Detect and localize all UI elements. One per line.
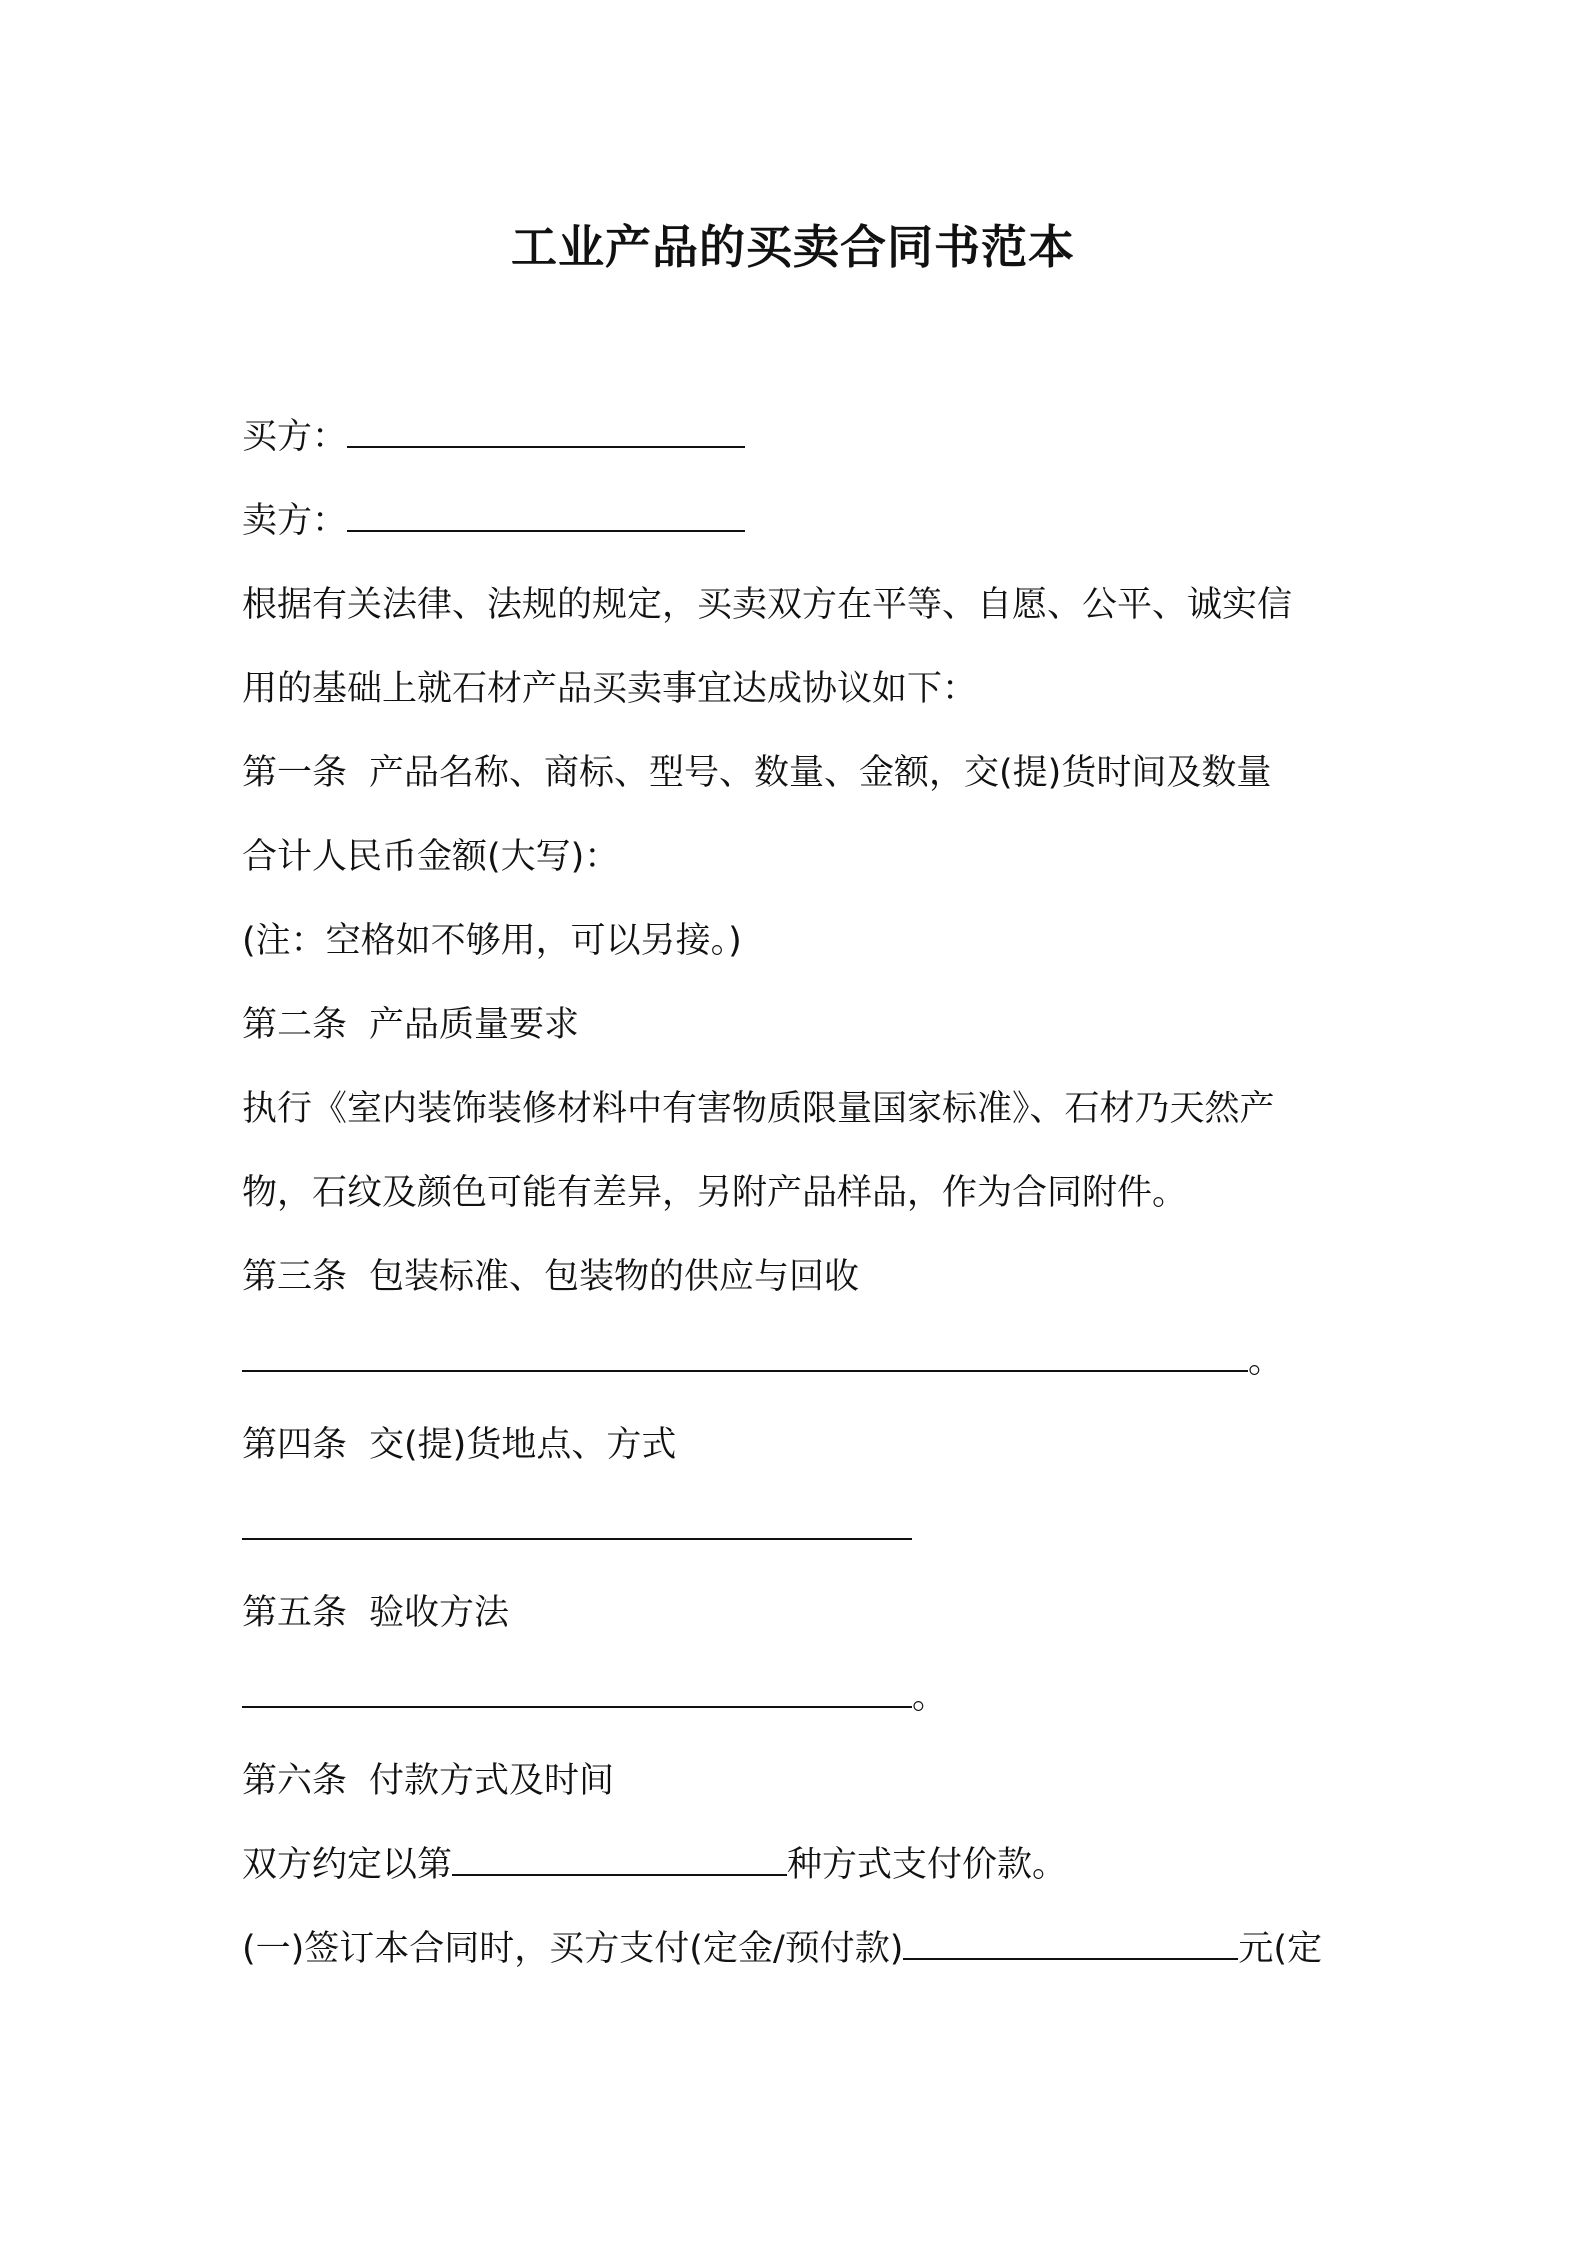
article-1-note: (注：空格如不够用，可以另接。) — [242, 921, 742, 961]
buyer-blank[interactable] — [347, 412, 745, 448]
article-1-text: 产品名称、商标、型号、数量、金额，交(提)货时间及数量 — [369, 753, 1272, 793]
intro-line-2: 用的基础上就石材产品买卖事宜达成协议如下： — [242, 669, 978, 709]
article-1-label: 第一条 — [242, 753, 348, 793]
article-6-line-2 — [242, 1924, 1362, 1974]
article-5-heading — [242, 1588, 1362, 1638]
article-3-heading — [242, 1252, 1362, 1302]
buyer-label: 买方： — [242, 417, 348, 457]
buyer-line — [242, 412, 1362, 462]
article-3-title: 包装标准、包装物的供应与回收 — [369, 1257, 860, 1297]
article-5-title: 验收方法 — [369, 1593, 510, 1633]
article-6-line-2-start: (一)签订本合同时，买方支付(定金/预付款) — [242, 1929, 904, 1969]
article-2-label: 第二条 — [242, 1005, 348, 1045]
seller-line — [242, 496, 1362, 546]
article-5-label: 第五条 — [242, 1593, 348, 1633]
article-6-line-1 — [242, 1840, 1362, 1890]
article-4-title: 交(提)货地点、方式 — [369, 1425, 677, 1465]
article-4-blank[interactable] — [242, 1504, 912, 1540]
article-5-blank[interactable] — [242, 1672, 912, 1708]
payment-method-blank[interactable] — [452, 1840, 787, 1876]
article-6-line-1-end: 种方式支付价款。 — [787, 1845, 1068, 1885]
article-3-fill-line — [242, 1336, 1362, 1386]
article-2-title: 产品质量要求 — [369, 1005, 580, 1045]
document-title: 工业产品的买卖合同书范本 — [511, 220, 1075, 274]
seller-blank[interactable] — [347, 496, 745, 532]
article-3-period: 。 — [1248, 1341, 1284, 1381]
article-2-heading — [242, 1000, 1362, 1050]
article-6-line-2-end: 元(定 — [1238, 1929, 1323, 1969]
article-1-line-2: 合计人民币金额(大写)： — [242, 837, 620, 877]
article-5-period: 。 — [912, 1677, 948, 1717]
article-6-title: 付款方式及时间 — [369, 1761, 615, 1801]
article-6-label: 第六条 — [242, 1761, 348, 1801]
article-5-fill-line — [242, 1672, 1362, 1722]
article-2-line-1: 执行《室内装饰装修材料中有害物质限量国家标准》、石材乃天然产 — [242, 1089, 1275, 1129]
seller-label: 卖方： — [242, 501, 348, 541]
article-4-fill-line — [242, 1504, 1362, 1554]
article-4-label: 第四条 — [242, 1425, 348, 1465]
article-6-line-1-start: 双方约定以第 — [242, 1845, 453, 1885]
article-2-line-2: 物，石纹及颜色可能有差异，另附产品样品，作为合同附件。 — [242, 1173, 1188, 1213]
article-4-heading — [242, 1420, 1362, 1470]
article-3-blank[interactable] — [242, 1336, 1248, 1372]
intro-line-1: 根据有关法律、法规的规定，买卖双方在平等、自愿、公平、诚实信 — [242, 585, 1293, 625]
article-6-heading — [242, 1756, 1362, 1806]
article-1-line-1 — [242, 748, 1362, 798]
article-3-label: 第三条 — [242, 1257, 348, 1297]
deposit-amount-blank[interactable] — [903, 1924, 1238, 1960]
